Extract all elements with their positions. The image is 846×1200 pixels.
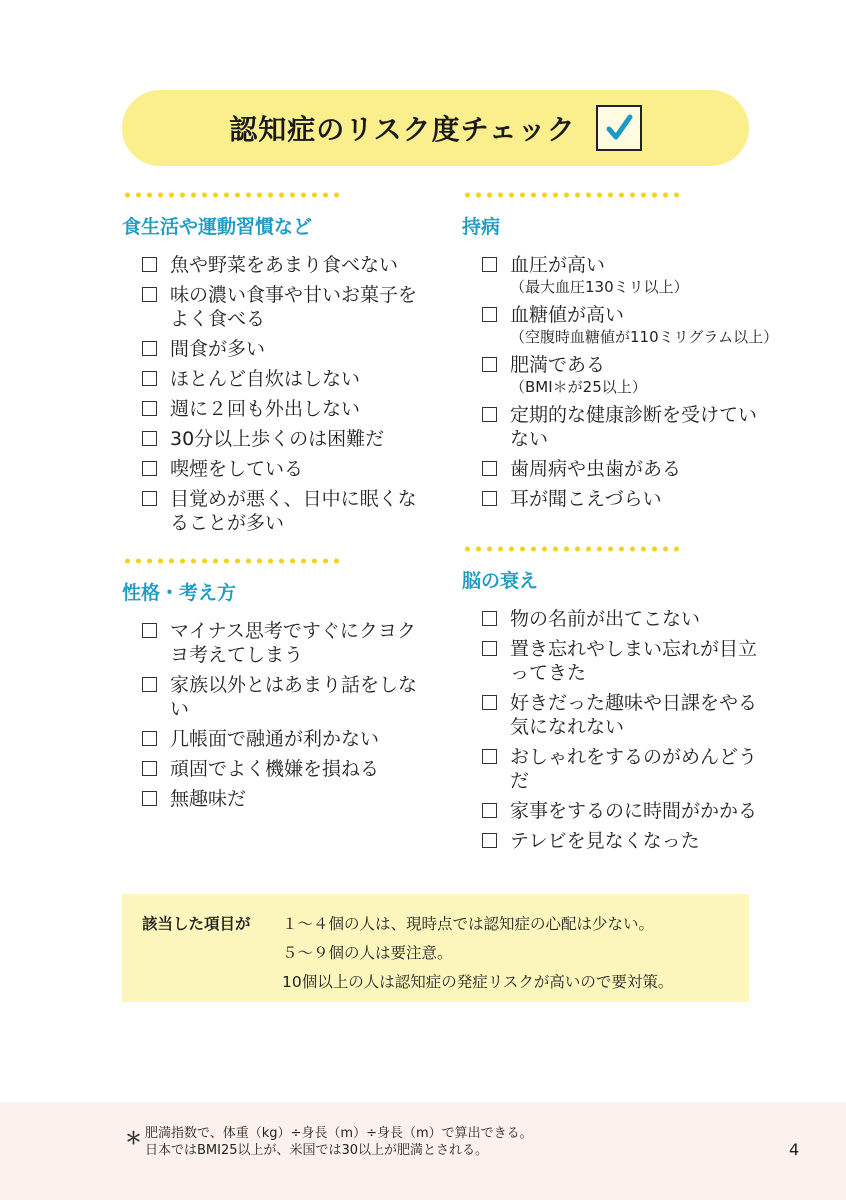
- checklist-item-label: 歯周病や虫歯がある: [510, 458, 682, 480]
- footer: [0, 1102, 846, 1200]
- check-icon: [596, 105, 642, 151]
- checkbox[interactable]: [142, 731, 157, 746]
- checklist-item[interactable]: [140, 619, 432, 667]
- checklist-item-label: 血圧が高い: [510, 254, 606, 276]
- checklist-item[interactable]: [480, 303, 779, 347]
- checklist-item[interactable]: [480, 691, 772, 739]
- checkbox[interactable]: [142, 677, 157, 692]
- checklist-item-label: 目覚めが悪く、日中に眠くなることが多い: [170, 488, 417, 534]
- section-title: 食生活や運動習慣など: [122, 216, 313, 238]
- checkbox[interactable]: [142, 461, 157, 476]
- checklist-item[interactable]: [140, 337, 432, 361]
- checklist-item[interactable]: [140, 757, 432, 781]
- checklist-item-label: 無趣味だ: [170, 788, 247, 810]
- checkbox[interactable]: [142, 257, 157, 272]
- checkbox[interactable]: [142, 623, 157, 638]
- checklist-item-label: 頑固でよく機嫌を損ねる: [170, 758, 380, 780]
- checklist-item-label: 味の濃い食事や甘いお菓子をよく食べる: [170, 284, 418, 330]
- title-banner: [122, 90, 749, 166]
- checklist-item-label: 好きだった趣味や日課をやる気になれない: [510, 692, 758, 738]
- checklist-item[interactable]: [140, 787, 432, 811]
- checkbox[interactable]: [482, 641, 497, 656]
- checklist-item[interactable]: [480, 745, 772, 793]
- checklist-item[interactable]: [480, 457, 772, 481]
- checkbox[interactable]: [142, 371, 157, 386]
- footnote: [145, 1125, 533, 1159]
- checklist-item[interactable]: [480, 637, 772, 685]
- checklist-item[interactable]: [140, 253, 432, 277]
- checklist-item-label: ほとんど自炊はしない: [170, 368, 361, 390]
- checklist-item[interactable]: [140, 427, 432, 451]
- checklist-item-label: 肥満である: [510, 354, 606, 376]
- checklist-item-label: 30分以上歩くのは困難だ: [170, 428, 385, 450]
- checklist-item[interactable]: [480, 799, 772, 823]
- page-title: 認知症のリスク度チェック: [229, 113, 576, 146]
- checklist: [122, 253, 432, 535]
- section-personality: [122, 558, 432, 817]
- checkbox[interactable]: [142, 761, 157, 776]
- checklist-item-note: （空腹時血糖値が110ミリグラム以上）: [510, 328, 779, 346]
- section-title: 性格・考え方: [122, 582, 237, 604]
- checklist-item[interactable]: [140, 283, 432, 331]
- checklist-item[interactable]: [480, 253, 772, 297]
- result-line: １～４個の人は、現時点では認知症の心配は少ない。: [282, 915, 655, 933]
- checkbox[interactable]: [482, 461, 497, 476]
- checklist: [122, 619, 432, 811]
- footnote-mark: ＊: [125, 1129, 142, 1149]
- section-title: 持病: [462, 216, 501, 238]
- checklist: [462, 253, 779, 511]
- checklist-item[interactable]: [480, 353, 772, 397]
- checklist-item[interactable]: [140, 487, 432, 535]
- checkbox[interactable]: [482, 611, 497, 626]
- checkbox[interactable]: [482, 833, 497, 848]
- checkbox[interactable]: [482, 407, 497, 422]
- dotted-divider: [462, 546, 682, 552]
- page-number: 4: [789, 1140, 800, 1159]
- checkbox[interactable]: [482, 749, 497, 764]
- section-title: 脳の衰え: [462, 570, 539, 592]
- checklist-item-label: おしゃれをするのがめんどうだ: [510, 746, 758, 792]
- checkmark-icon: [603, 112, 635, 144]
- section-illness: [462, 192, 779, 517]
- checklist-item[interactable]: [140, 367, 432, 391]
- checklist-item-label: 家事をするのに時間がかかる: [510, 800, 758, 822]
- checklist-item-label: 置き忘れやしまい忘れが目立ってきた: [510, 638, 758, 684]
- checklist-item-note: （最大血圧130ミリ以上）: [510, 278, 689, 296]
- checkbox[interactable]: [142, 287, 157, 302]
- result-label: 該当した項目が: [142, 915, 251, 933]
- checklist-item-note: （BMI＊が25以上）: [510, 378, 647, 396]
- result-line: 10個以上の人は認知症の発症リスクが高いので要対策。: [282, 973, 674, 991]
- checklist-item[interactable]: [140, 457, 432, 481]
- checklist-item-label: 几帳面で融通が利かない: [170, 728, 380, 750]
- checkbox[interactable]: [142, 431, 157, 446]
- dotted-divider: [122, 192, 342, 198]
- dotted-divider: [462, 192, 682, 198]
- section-diet: [122, 192, 432, 541]
- dotted-divider: [122, 558, 342, 564]
- checklist-item[interactable]: [480, 403, 772, 451]
- checkbox[interactable]: [482, 695, 497, 710]
- footnote-line: 日本ではBMI25以上が、米国では30以上が肥満とされる。: [145, 1143, 489, 1158]
- checklist-item-label: 喫煙をしている: [170, 458, 304, 480]
- checklist-item-label: 魚や野菜をあまり食べない: [170, 254, 399, 276]
- checklist-item-label: テレビを見なくなった: [510, 830, 700, 852]
- checklist-item-label: 家族以外とはあまり話をしない: [170, 674, 418, 720]
- checklist-item[interactable]: [480, 607, 772, 631]
- checklist-item[interactable]: [140, 727, 432, 751]
- section-brain: [462, 546, 772, 859]
- result-box: [122, 894, 749, 1002]
- checkbox[interactable]: [482, 803, 497, 818]
- checkbox[interactable]: [142, 341, 157, 356]
- checklist-item-label: 血糖値が高い: [510, 304, 625, 326]
- checklist-item[interactable]: [140, 673, 432, 721]
- checklist-item[interactable]: [140, 397, 432, 421]
- checkbox[interactable]: [142, 791, 157, 806]
- checklist-item[interactable]: [480, 829, 772, 853]
- checkbox[interactable]: [142, 401, 157, 416]
- checklist: [462, 607, 772, 853]
- checklist-item-label: 物の名前が出てこない: [510, 608, 701, 630]
- checkbox[interactable]: [482, 307, 497, 322]
- checkbox[interactable]: [142, 491, 157, 506]
- checkbox[interactable]: [482, 257, 497, 272]
- checklist-item[interactable]: [480, 487, 772, 511]
- checkbox[interactable]: [482, 491, 497, 506]
- footnote-line: 肥満指数で、体重（kg）÷身長（m）÷身長（m）で算出できる。: [145, 1126, 533, 1141]
- checklist-item-label: 定期的な健康診断を受けていない: [510, 404, 758, 450]
- checklist-item-label: 週に２回も外出しない: [170, 398, 361, 420]
- checkbox[interactable]: [482, 357, 497, 372]
- result-lines: [282, 910, 674, 991]
- checklist-item-label: 耳が聞こえづらい: [510, 488, 662, 510]
- checklist-item-label: マイナス思考ですぐにクヨクヨ考えてしまう: [170, 620, 416, 666]
- result-line: ５～９個の人は要注意。: [282, 944, 453, 962]
- checklist-item-label: 間食が多い: [170, 338, 266, 360]
